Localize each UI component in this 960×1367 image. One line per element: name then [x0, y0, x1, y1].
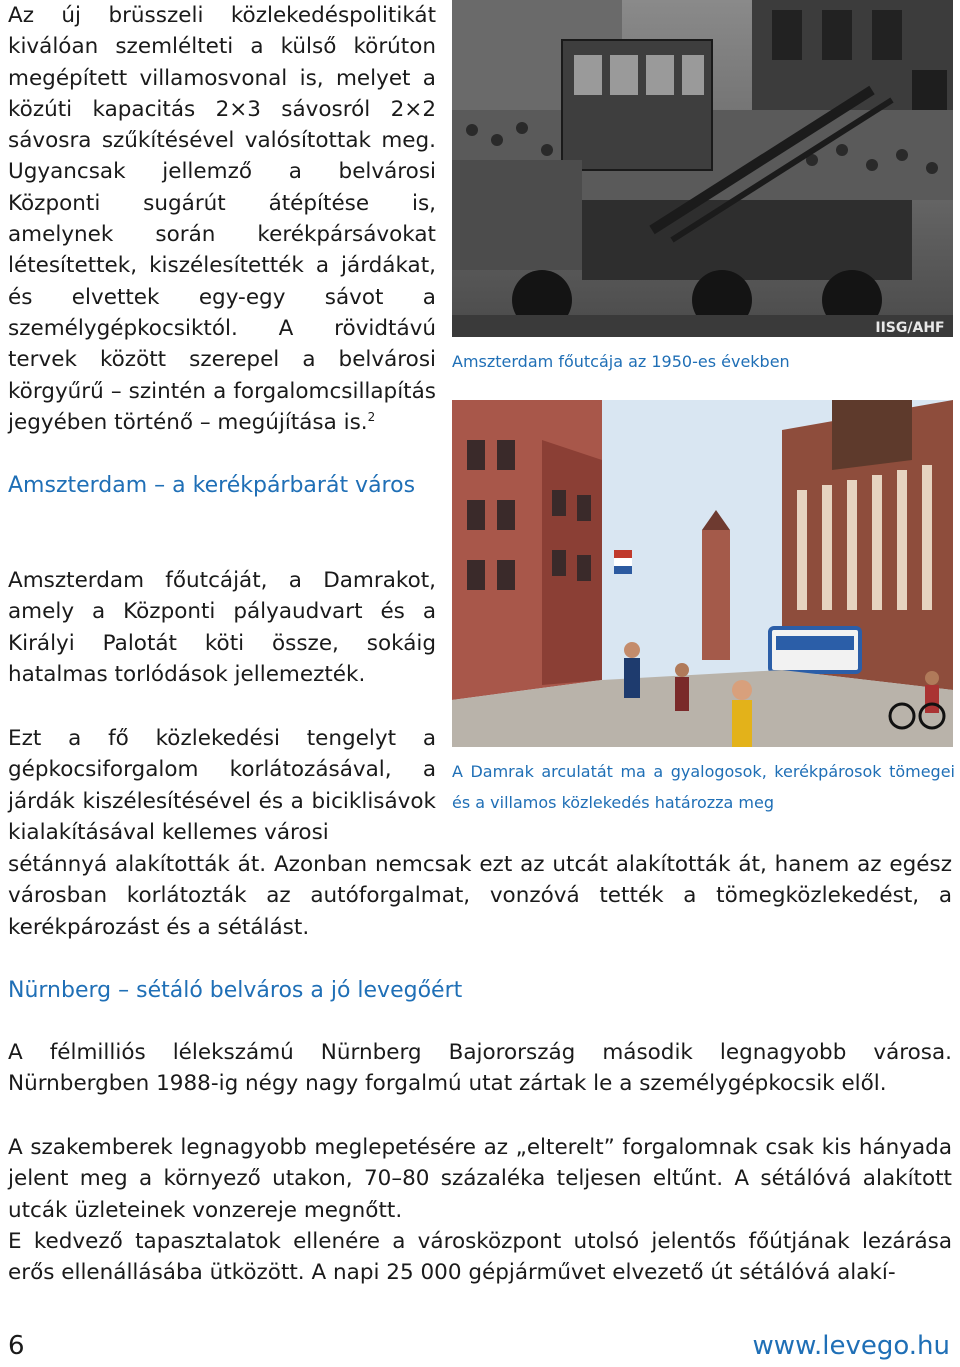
historic-street-photo-graphic — [452, 0, 953, 337]
photo-watermark: IISG/AHF — [875, 320, 945, 336]
historic-street-photo — [452, 0, 953, 337]
damrak-photo-caption: A Damrak arculatát ma a gyalogosok, kerékpárosok tömegei és a villamos közlekedés határozza meg — [452, 762, 955, 812]
nurnberg-heading: Nürnberg – sétáló belváros a jó levegőért — [8, 978, 463, 1003]
nurnberg-paragraph-2: A szakemberek legnagyobb meglepetésére az „elterelt” forgalomnak csak kis hányada jelent meg a környező utakon, 70–80 százaléka teljesen eltűnt. A sétálóvá alakított utcák üzleteinek vonzereje megnőtt. — [8, 1135, 952, 1223]
amsterdam-heading: Amszterdam – a kerékpárbarát város — [8, 473, 416, 498]
damrak-modern-photo — [452, 400, 953, 747]
amsterdam-paragraph-2-end: sétánnyá alakították át. Azonban nemcsak ezt az utcát alakították át, hanem az egész városban korlátozták az autóforgalmat, vonzóvá tették a tömegközlekedést, a kerékpározást és a sétálást. — [8, 852, 952, 940]
page-number: 6 — [8, 1331, 25, 1361]
nurnberg-paragraph-3: E kedvező tapasztalatok ellenére a városközpont utolsó jelentős főútjának lezárása erős ellenállásába ütközött. A napi 25 000 gépjárművet elvezető út sétálóvá alakí- — [8, 1229, 952, 1286]
damrak-modern-photo-graphic — [452, 400, 953, 747]
nurnberg-paragraph-1: A félmilliós lélekszámú Nürnberg Bajorország második legnagyobb városa. Nürnbergben 1988-ig négy nagy forgalmú utat zártak le a személygépkocsik elől. — [8, 1040, 952, 1097]
amsterdam-paragraph-1: Amszterdam főutcáját, a Damrakot, amely a Központi pályaudvart és a Királyi Palotát köti össze, sokáig hatalmas torlódások jellemezték. — [8, 568, 436, 687]
intro-text: Az új brüsszeli közlekedéspolitikát kiválóan szemlélteti a külső körúton megépített villamosvonal is, melyet a közúti kapacitás 2×3 sávosról 2×2 sávosra szűkítésével valósítottak meg. Ugyancsak jellemző a belvárosi Központi sugárút átépítése is, amelynek során kerékpársávokat létesítettek, kiszélesítették a járdákat, és elvettek egy-egy sávot a személygépkocsiktól. A rövidtávú tervek között szerepel a belvárosi körgyűrű – szintén a forgalomcsillapítás jegyében történő – megújítása is. — [8, 3, 436, 435]
historic-photo-caption: Amszterdam főutcája az 1950-es években — [452, 352, 790, 371]
amsterdam-paragraph-2-start: Ezt a fő közlekedési tengelyt a gépkocsiforgalom korlátozásával, a járdák kiszélesítésével és a biciklisávok kialakításával kellemes városi — [8, 726, 436, 845]
intro-paragraph — [8, 0, 436, 438]
footnote-marker: 2 — [367, 409, 376, 424]
footer-website-link[interactable]: www.levego.hu — [752, 1331, 950, 1361]
